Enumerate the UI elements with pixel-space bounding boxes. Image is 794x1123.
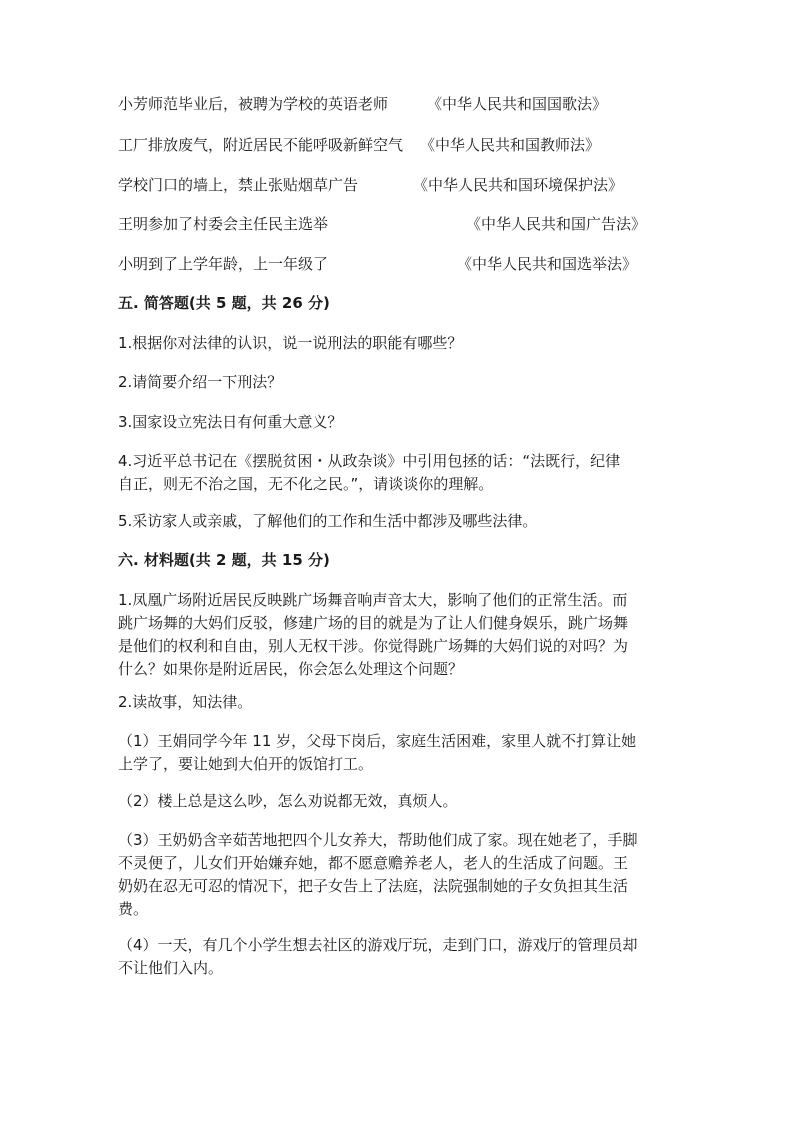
question-text: 1.根据你对法律的认识，说一说刑法的职能有哪些？ — [118, 334, 463, 352]
matching-item-left: 学校门口的墙上，禁止张贴烟草广告 — [118, 176, 359, 194]
section-heading: 六. 材料题(共 2 题，共 15 分) — [118, 551, 330, 569]
story-line: 奶奶在忍无可忍的情况下，把子女告上了法庭，法院强制她的子女负担其生活 — [118, 877, 629, 895]
matching-item-right: 《中华人民共和国教师法》 — [420, 136, 601, 154]
story-line: 费。 — [118, 900, 149, 918]
matching-item-left: 王明参加了村委会主任民主选举 — [118, 215, 329, 233]
question-line: 跳广场舞的大妈们反驳，修建广场的目的就是为了让人们健身娱乐，跳广场舞 — [118, 614, 629, 632]
story-line: （3）王奶奶含辛茹苦地把四个儿女养大，帮助他们成了家。现在她老了，手脚 — [118, 831, 638, 849]
question-line: 4.习近平总书记在《摆脱贫困・从政杂谈》中引用包拯的话：“法既行，纪律 — [118, 452, 621, 470]
question-line: 什么？如果你是附近居民，你会怎么处理这个问题？ — [118, 660, 464, 678]
matching-item-left: 小芳师范毕业后，被聘为学校的英语老师 — [118, 95, 389, 113]
story-line: （1）王娟同学今年 11 岁，父母下岗后，家庭生活困难，家里人就不打算让她 — [118, 732, 637, 750]
story-item — [118, 829, 666, 921]
section-heading: 五. 简答题(共 5 题，共 26 分) — [118, 294, 330, 312]
matching-item-right: 《中华人民共和国广告法》 — [466, 215, 647, 233]
question-text: 3.国家设立宪法日有何重大意义？ — [118, 413, 343, 431]
question-text: 5.采访家人或亲戚，了解他们的工作和生活中都涉及哪些法律。 — [118, 512, 538, 530]
question-text — [118, 450, 666, 496]
question-line: 自正，则无不治之国，无不化之民。”，请谈谈你的理解。 — [118, 475, 494, 493]
matching-item-right: 《中华人民共和国选举法》 — [457, 255, 638, 273]
matching-item-left: 工厂排放废气，附近居民不能呼吸新鲜空气 — [118, 136, 404, 154]
matching-item-left: 小明到了上学年龄，上一年级了 — [118, 255, 329, 273]
matching-item-right: 《中华人民共和国环境保护法》 — [413, 176, 624, 194]
question-text: 2.读故事，知法律。 — [118, 693, 253, 711]
story-line: 不灵便了，儿女们开始嫌弃她，都不愿意赡养老人，老人的生活成了问题。王 — [118, 854, 629, 872]
question-line: 是他们的权利和自由，别人无权干涉。你觉得跳广场舞的大妈们说的对吗？为 — [118, 637, 629, 655]
story-line: 不让他们入内。 — [118, 959, 224, 977]
question-text: 2.请简要介绍一下刑法？ — [118, 373, 283, 391]
story-line: 上学了，要让她到大伯开的饭馆打工。 — [118, 755, 374, 773]
question-line: 1.凤凰广场附近居民反映跳广场舞音响声音太大，影响了他们的正常生活。而 — [118, 591, 628, 609]
story-line: （4）一天，有几个小学生想去社区的游戏厅玩，走到门口，游戏厅的管理员却 — [118, 936, 638, 954]
matching-item-right: 《中华人民共和国国歌法》 — [427, 95, 608, 113]
material-question — [118, 589, 666, 681]
story-item: （2）楼上总是这么吵，怎么劝说都无效，真烦人。 — [118, 792, 458, 810]
story-item — [118, 934, 666, 980]
story-item — [118, 730, 666, 776]
